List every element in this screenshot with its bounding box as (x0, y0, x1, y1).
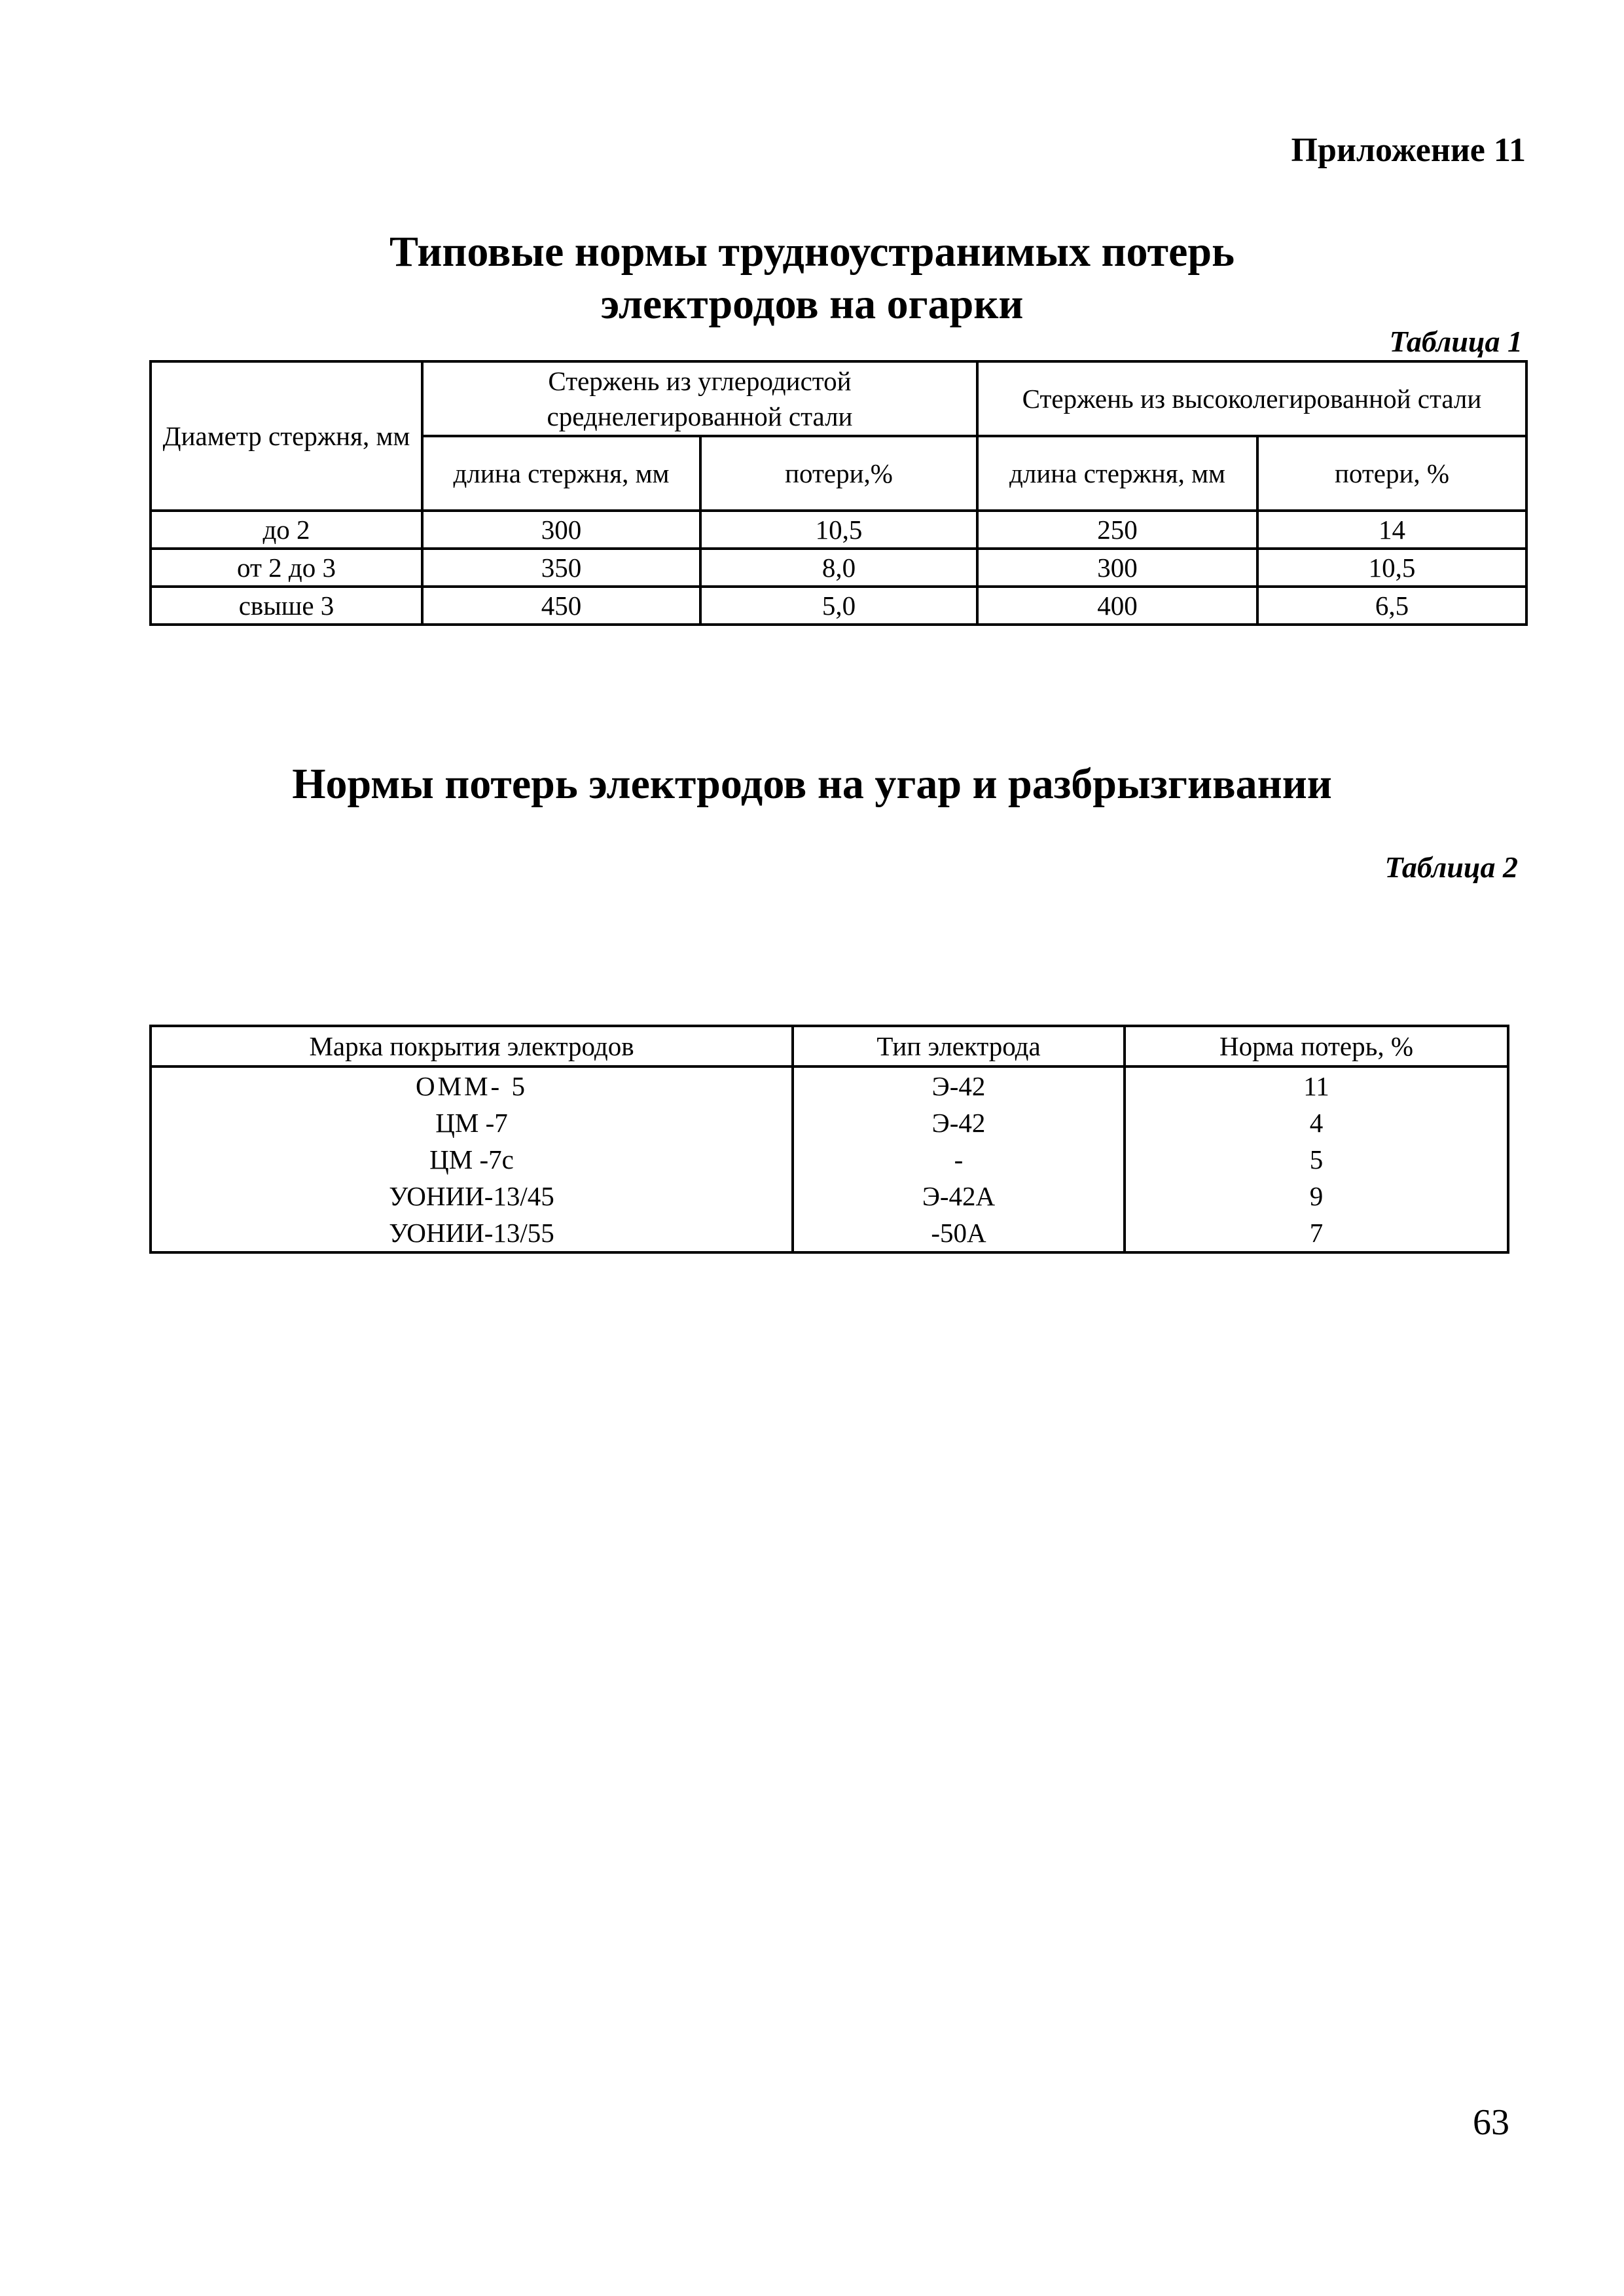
loss-norm-cell: 11 (1125, 1066, 1508, 1104)
table2-header-row (151, 1026, 1508, 1066)
table-row (151, 1066, 1508, 1104)
coating-brand-cell: ОММ- 5 (151, 1066, 793, 1104)
table1-title-line2: электродов на огарки (600, 280, 1024, 328)
diameter-cell: до 2 (151, 511, 422, 549)
length-cell-1: 300 (422, 511, 700, 549)
length-cell-1: 450 (422, 587, 700, 625)
table-row (151, 1214, 1508, 1252)
table-row (151, 549, 1526, 587)
coating-brand-cell: ЦМ -7с (151, 1141, 793, 1178)
table-row (151, 1178, 1508, 1214)
loss-norm-header: Норма потерь, % (1125, 1026, 1508, 1066)
diameter-cell: от 2 до 3 (151, 549, 422, 587)
carbon-steel-header: Стержень из углеродистой среднелегированной стали (422, 361, 977, 436)
loss-cell-1: 8,0 (700, 549, 977, 587)
loss-header-1: потери,% (700, 436, 977, 511)
length-cell-2: 250 (977, 511, 1257, 549)
length-cell-1: 350 (422, 549, 700, 587)
length-header-1: длина стержня, мм (422, 436, 700, 511)
high-alloy-steel-header: Стержень из высоколегированной стали (977, 361, 1526, 436)
length-header-2: длина стержня, мм (977, 436, 1257, 511)
electrode-type-cell: -50А (793, 1214, 1125, 1252)
table-row (151, 511, 1526, 549)
electrode-burn-loss-table (149, 1025, 1509, 1254)
loss-norm-cell: 7 (1125, 1214, 1508, 1252)
loss-header-2: потери, % (1257, 436, 1526, 511)
table1-header-row (151, 361, 1526, 436)
appendix-label: Приложение 11 (1291, 132, 1526, 169)
electrode-type-cell: Э-42 (793, 1066, 1125, 1104)
loss-cell-2: 14 (1257, 511, 1526, 549)
loss-cell-2: 10,5 (1257, 549, 1526, 587)
loss-norm-cell: 4 (1125, 1104, 1508, 1141)
length-cell-2: 400 (977, 587, 1257, 625)
loss-norm-cell: 5 (1125, 1141, 1508, 1178)
table-row (151, 1141, 1508, 1178)
table1-title (0, 226, 1624, 331)
table2-caption: Таблица 2 (1384, 850, 1518, 884)
table-row (151, 587, 1526, 625)
loss-cell-1: 5,0 (700, 587, 977, 625)
loss-cell-1: 10,5 (700, 511, 977, 549)
diameter-header: Диаметр стержня, мм (151, 361, 422, 511)
diameter-cell: свыше 3 (151, 587, 422, 625)
electrode-stub-loss-table (149, 360, 1528, 626)
table-row (151, 1104, 1508, 1141)
table2-title: Нормы потерь электродов на угар и разбрызгивании (292, 760, 1332, 808)
table1-title-line1: Типовые нормы трудноустранимых потерь (389, 228, 1235, 276)
coating-brand-cell: ЦМ -7 (151, 1104, 793, 1141)
coating-brand-cell: УОНИИ-13/55 (151, 1214, 793, 1252)
electrode-type-cell: - (793, 1141, 1125, 1178)
coating-brand-header: Марка покрытия электродов (151, 1026, 793, 1066)
loss-cell-2: 6,5 (1257, 587, 1526, 625)
electrode-type-cell: Э-42 (793, 1104, 1125, 1141)
length-cell-2: 300 (977, 549, 1257, 587)
table1-caption: Таблица 1 (1389, 325, 1523, 358)
electrode-type-cell: Э-42А (793, 1178, 1125, 1214)
electrode-type-header: Тип электрода (793, 1026, 1125, 1066)
page-number: 63 (1473, 2102, 1509, 2143)
loss-norm-cell: 9 (1125, 1178, 1508, 1214)
coating-brand-cell: УОНИИ-13/45 (151, 1178, 793, 1214)
